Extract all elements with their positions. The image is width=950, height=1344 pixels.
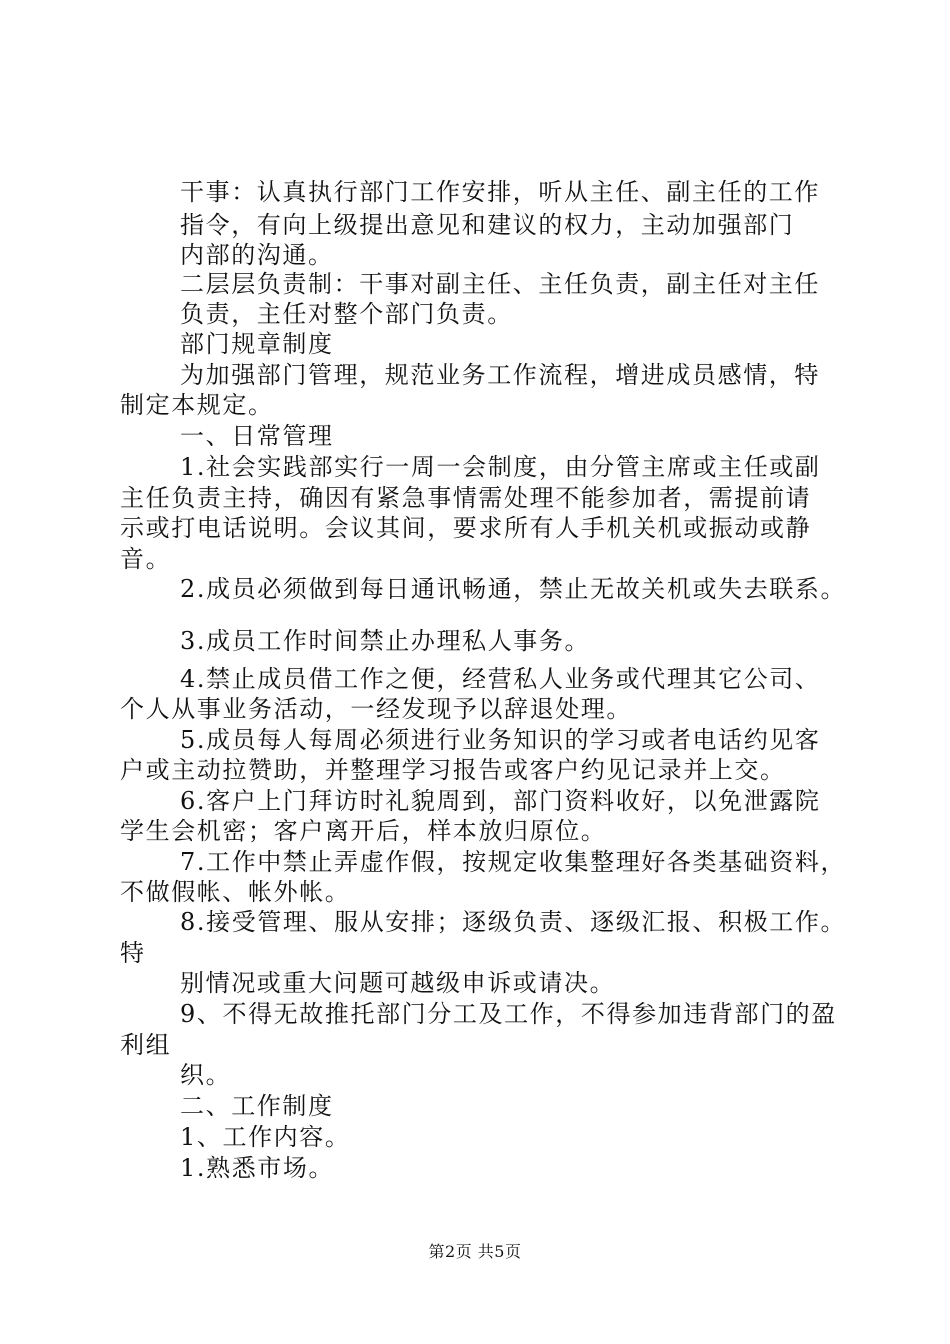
text-line: 个人从事业务活动，一经发现予以辞退处理。	[120, 695, 632, 723]
text-line: 主任负责主持，确因有紧急事情需处理不能参加者，需提前请	[120, 484, 812, 512]
text-line: 9、不得无故推托部门分工及工作，不得参加违背部门的盈	[180, 1000, 837, 1028]
text-line: 8.接受管理、服从安排；逐级负责、逐级汇报、积极工作。	[180, 908, 847, 936]
text-line: 1.熟悉市场。	[180, 1154, 335, 1182]
text-line: 不做假帐、帐外帐。	[120, 878, 351, 906]
text-line: 2.成员必须做到每日通讯畅通，禁止无故关机或失去联系。	[180, 575, 847, 603]
text-line: 户或主动拉赞助，并整理学习报告或客户约见记录并上交。	[120, 756, 786, 784]
text-line: 二层层负责制：干事对副主任、主任负责，副主任对主任	[180, 270, 820, 298]
text-line: 织。	[180, 1061, 232, 1089]
text-line: 示或打电话说明。会议其间，要求所有人手机关机或振动或静	[120, 514, 812, 542]
page-number-footer: 第2页 共5页	[428, 1242, 522, 1261]
text-line: 内部的沟通。	[180, 241, 334, 269]
text-line: 干事：认真执行部门工作安排，听从主任、副主任的工作	[180, 178, 820, 206]
text-line: 5.成员每人每周必须进行业务知识的学习或者电话约见客	[180, 726, 821, 754]
text-line: 为加强部门管理，规范业务工作流程，增进成员感情，特	[180, 361, 820, 389]
text-line: 制定本规定。	[120, 391, 274, 419]
text-line: 特	[120, 939, 146, 967]
text-line: 4.禁止成员借工作之便，经营私人业务或代理其它公司、	[180, 665, 821, 693]
section-heading: 部门规章制度	[180, 330, 334, 358]
text-line: 指令，有向上级提出意见和建议的权力，主动加强部门	[180, 211, 795, 239]
text-line: 负责，主任对整个部门负责。	[180, 300, 513, 328]
text-line: 6.客户上门拜访时礼貌周到，部门资料收好，以免泄露院	[180, 787, 821, 815]
text-line: 学生会机密；客户离开后，样本放归原位。	[120, 817, 607, 845]
text-line: 音。	[120, 545, 172, 573]
text-line: 3.成员工作时间禁止办理私人事务。	[180, 627, 591, 655]
text-line: 7.工作中禁止弄虚作假，按规定收集整理好各类基础资料，	[180, 848, 847, 876]
section-heading: 二、工作制度	[180, 1092, 334, 1120]
text-line: 1、工作内容。	[180, 1123, 351, 1151]
text-line: 利组	[120, 1031, 172, 1059]
text-line: 别情况或重大问题可越级申诉或请决。	[180, 969, 616, 997]
section-heading: 一、日常管理	[180, 422, 334, 450]
text-line: 1.社会实践部实行一周一会制度，由分管主席或主任或副	[180, 453, 821, 481]
